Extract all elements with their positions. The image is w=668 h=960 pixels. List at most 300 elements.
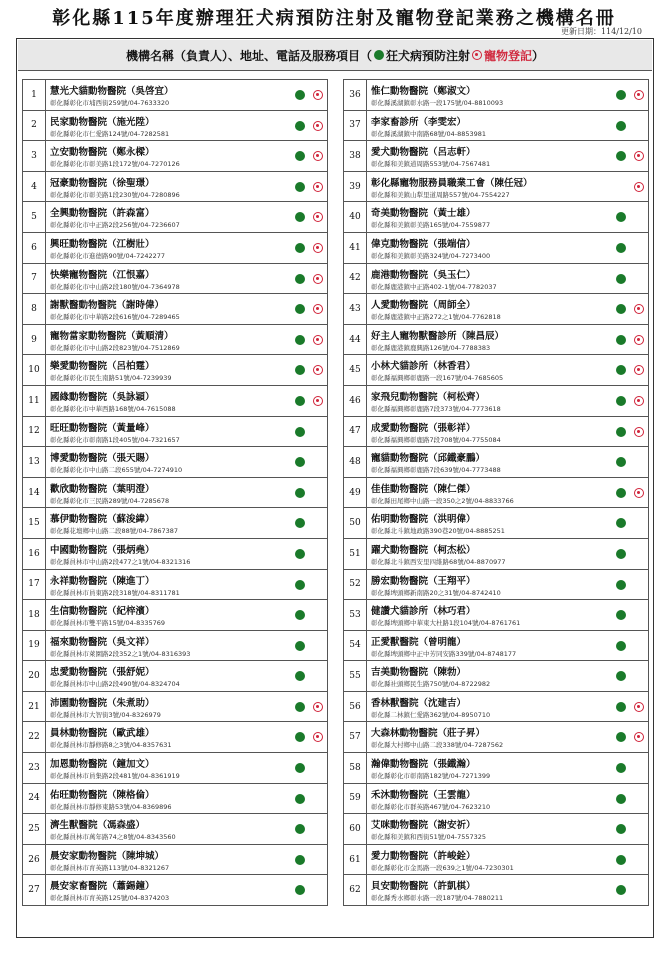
header-label-rabies: 狂犬病預防注射 [385, 48, 470, 63]
clinic-address-phone: 彰化縣溪湖鎮中南路68號/04-8853981 [371, 129, 487, 138]
table-row [22, 385, 328, 417]
table-row [22, 783, 328, 815]
service-icons [295, 884, 323, 896]
clinic-name: 謝獸醫動物醫院（謝時偉） [50, 300, 165, 312]
service-icons [295, 181, 323, 193]
clinic-name: 沛園動物醫院（朱煮助） [50, 697, 155, 709]
rabies-vaccination-icon [616, 549, 626, 559]
clinic-name: 歡欣動物醫院（葉明澄） [50, 483, 155, 495]
table-row [22, 569, 328, 601]
service-icons [616, 334, 644, 346]
service-icons [616, 211, 644, 223]
row-number: 10 [23, 355, 46, 385]
table-row [22, 110, 328, 142]
rabies-vaccination-icon [295, 885, 305, 895]
clinic-name: 彰化縣寵物服務員職業工會（陳任冠） [371, 177, 533, 189]
clinic-address-phone: 彰化縣埤頭鄉中正中芳同安路339號/04-8748177 [371, 649, 517, 658]
table-row [22, 79, 328, 111]
clinic-address-phone: 彰化縣員林市育英路113號/04-8321267 [50, 863, 170, 872]
service-icons [295, 120, 323, 132]
row-number: 15 [23, 508, 46, 538]
clinic-name: 愛犬動物醫院（呂志軒） [371, 147, 476, 159]
row-number: 26 [23, 845, 46, 875]
table-row [343, 385, 649, 417]
service-icons [616, 456, 644, 468]
table-row [22, 354, 328, 386]
table-row [22, 263, 328, 295]
pet-registration-icon [634, 151, 644, 161]
table-row [343, 507, 649, 539]
clinic-address-phone: 彰化縣彰化市埔西街259號/04-7633320 [50, 99, 170, 107]
rabies-vaccination-icon [295, 610, 305, 620]
service-icons [295, 670, 323, 682]
pet-registration-icon [313, 212, 323, 222]
rabies-vaccination-icon [295, 549, 305, 559]
row-number: 43 [344, 294, 367, 324]
service-icons [616, 120, 644, 132]
rabies-vaccination-icon [295, 243, 305, 253]
rabies-vaccination-icon [295, 335, 305, 345]
clinic-address-phone: 彰化縣彰化市三民路289號/04-7285678 [50, 496, 170, 505]
table-row [22, 477, 328, 509]
rabies-vaccination-icon [616, 732, 626, 742]
pet-registration-icon [634, 365, 644, 375]
row-number: 9 [23, 325, 46, 355]
table-row [22, 293, 328, 325]
row-number: 6 [23, 233, 46, 263]
rabies-vaccination-icon [616, 365, 626, 375]
service-icons [295, 762, 323, 774]
service-icons [616, 854, 644, 866]
clinic-address-phone: 彰化縣員林市靜修東路53號/04-8369896 [50, 802, 172, 811]
service-icons [295, 242, 323, 254]
row-number: 20 [23, 661, 46, 691]
clinic-address-phone: 彰化縣員林市中山路2段477之1號/04-8321316 [50, 557, 191, 566]
service-icons [616, 731, 644, 743]
clinic-name: 佳佳動物醫院（陳仁傑） [371, 483, 476, 495]
row-number: 54 [344, 631, 367, 661]
table-row [343, 691, 649, 723]
table-row [22, 844, 328, 876]
row-number: 52 [344, 570, 367, 600]
clinic-address-phone: 彰化縣秀水鄉彰水路一段187號/04-7880211 [371, 894, 504, 903]
row-number: 13 [23, 447, 46, 477]
service-icons [295, 640, 323, 652]
service-icons [616, 609, 644, 621]
clinic-name: 快樂寵物醫院（江恨嘉） [50, 269, 155, 281]
row-number: 11 [23, 386, 46, 416]
clinic-address-phone: 彰化縣員林市萊園路2段352之1號/04-8316393 [50, 649, 191, 658]
rabies-vaccination-icon [616, 457, 626, 467]
clinic-address-phone: 彰化縣和美鎮山犁里道周路557號/04-7554227 [371, 190, 510, 199]
row-number: 38 [344, 141, 367, 171]
service-icons [295, 303, 323, 315]
service-icons [295, 487, 323, 499]
clinic-address-phone: 彰化縣員林市員集路2段481號/04-8361919 [50, 772, 180, 781]
table-row [343, 783, 649, 815]
clinic-address-phone: 彰化縣福興鄉彰鹿路7段708號/04-7755084 [371, 435, 501, 444]
service-icons [295, 548, 323, 560]
table-row [22, 201, 328, 233]
row-number: 16 [23, 539, 46, 569]
pet-registration-icon [634, 488, 644, 498]
row-number: 4 [23, 172, 46, 202]
right-column [343, 79, 649, 905]
table-row [343, 538, 649, 570]
rabies-vaccination-icon [616, 824, 626, 834]
service-icons [295, 273, 323, 285]
rabies-vaccination-icon [616, 304, 626, 314]
row-number: 12 [23, 417, 46, 447]
clinic-name: 大森林動物醫院（莊子昇） [371, 728, 486, 740]
pet-registration-icon [313, 151, 323, 161]
row-number: 60 [344, 814, 367, 844]
table-row [343, 416, 649, 448]
rabies-vaccination-icon [616, 274, 626, 284]
table-row [343, 354, 649, 386]
row-number: 25 [23, 814, 46, 844]
service-icons [616, 487, 644, 499]
clinic-name: 躍犬動物醫院（柯杰松） [371, 544, 476, 556]
row-number: 48 [344, 447, 367, 477]
row-number: 42 [344, 264, 367, 294]
rabies-vaccination-icon [295, 182, 305, 192]
row-number: 27 [23, 875, 46, 905]
clinic-name: 健讚犬貓診所（林巧君） [371, 606, 476, 618]
table-row [22, 691, 328, 723]
clinic-name: 勝宏動物醫院（王翔平） [371, 575, 476, 587]
clinic-name: 興旺動物醫院（江樹壯） [50, 238, 155, 250]
service-icons [616, 303, 644, 315]
row-number: 45 [344, 355, 367, 385]
pet-registration-icon [634, 182, 644, 192]
clinic-name: 加恩動物醫院（鐘加文） [50, 759, 155, 771]
clinic-address-phone: 彰化縣福興鄉彰鹿路一段167號/04-7685605 [371, 374, 504, 383]
row-number: 24 [23, 784, 46, 814]
row-number: 58 [344, 753, 367, 783]
rabies-vaccination-icon [616, 396, 626, 406]
rabies-vaccination-icon [616, 671, 626, 681]
row-number: 2 [23, 111, 46, 141]
clinic-address-phone: 彰化縣社頭鄉民生路750號/04-8722982 [371, 680, 491, 689]
service-icons [616, 181, 644, 193]
pet-registration-icon [634, 304, 644, 314]
clinic-address-phone: 彰化縣彰化市彰美路1段172號/04-7270126 [50, 160, 180, 169]
service-icons [295, 731, 323, 743]
table-row [343, 569, 649, 601]
clinic-name: 貝安動物醫院（許凱棋） [371, 881, 476, 893]
rabies-vaccination-icon [616, 610, 626, 620]
clinic-name: 全興動物醫院（許森富） [50, 208, 155, 220]
clinic-name: 偉克動物醫院（張端信） [371, 238, 476, 250]
row-number: 36 [344, 80, 367, 110]
clinic-address-phone: 彰化縣福興鄉彰鹿路7段373號/04-7773618 [371, 404, 501, 413]
table-row [343, 599, 649, 631]
row-number: 7 [23, 264, 46, 294]
row-number: 22 [23, 722, 46, 752]
row-number: 21 [23, 692, 46, 722]
clinic-name: 家飛兒動物醫院（柯松齊） [371, 391, 486, 403]
clinic-name: 福來動物醫院（吳文祥） [50, 636, 155, 648]
rabies-vaccination-icon [616, 151, 626, 161]
clinic-address-phone: 彰化縣員林市中山路2段490號/04-8324704 [50, 680, 180, 689]
service-icons [295, 517, 323, 529]
pet-registration-icon [313, 182, 323, 192]
registry-table [16, 38, 654, 938]
row-number: 51 [344, 539, 367, 569]
row-number: 14 [23, 478, 46, 508]
service-icons [616, 579, 644, 591]
table-row [22, 813, 328, 845]
rabies-vaccination-icon [616, 794, 626, 804]
table-row [22, 538, 328, 570]
row-number: 3 [23, 141, 46, 171]
row-number: 55 [344, 661, 367, 691]
clinic-name: 艾咪動物醫院（謝安祈） [371, 820, 476, 832]
table-row [22, 660, 328, 692]
service-icons [295, 334, 323, 346]
clinic-address-phone: 彰化縣和美鎮彰美路324號/04-7273400 [371, 251, 491, 260]
rabies-vaccination-icon [295, 457, 305, 467]
rabies-vaccination-icon [295, 641, 305, 651]
table-row [343, 140, 649, 172]
clinic-address-phone: 彰化縣鹿港鎮鹿興路126號/04-7788383 [371, 343, 491, 352]
table-row [343, 324, 649, 356]
clinic-address-phone: 彰化縣彰化市民生南路51號/04-7239939 [50, 374, 172, 383]
rabies-vaccination-icon [616, 885, 626, 895]
clinic-address-phone: 彰化縣彰化市金馬路一段639之1號/04-7230301 [371, 863, 514, 872]
service-icons [295, 150, 323, 162]
service-icons [295, 456, 323, 468]
table-row [343, 110, 649, 142]
table-row [343, 813, 649, 845]
rabies-vaccination-icon [295, 763, 305, 773]
pet-registration-icon [313, 90, 323, 100]
table-row [22, 171, 328, 203]
rabies-vaccination-icon [616, 427, 626, 437]
table-row [343, 874, 649, 906]
rabies-vaccination-icon [295, 427, 305, 437]
rabies-vaccination-icon [295, 794, 305, 804]
service-icons [295, 395, 323, 407]
pet-registration-icon [313, 396, 323, 406]
service-icons [616, 89, 644, 101]
clinic-name: 佑明動物醫院（洪明偉） [371, 514, 476, 526]
service-icons [616, 395, 644, 407]
service-icons [616, 670, 644, 682]
rabies-vaccination-icon [616, 488, 626, 498]
clinic-address-phone: 彰化縣員林市大智街3號/04-8326979 [50, 710, 161, 719]
pet-registration-icon [313, 243, 323, 253]
clinic-name: 員林動物醫院（歐武雄） [50, 728, 155, 740]
table-row [343, 263, 649, 295]
clinic-address-phone: 彰化縣福興鄉彰鹿路7段639號/04-7773488 [371, 466, 501, 475]
clinic-name: 永祥動物醫院（陳進丁） [50, 575, 155, 587]
clinic-address-phone: 彰化縣彰化市中華路2段616號/04-7289465 [50, 313, 180, 322]
rabies-vaccination-icon [616, 763, 626, 773]
clinic-name: 吉美動物醫院（陳勃） [371, 667, 467, 679]
service-icons [616, 640, 644, 652]
clinic-name: 濟生獸醫院（馮森盛） [50, 820, 146, 832]
table-row [22, 324, 328, 356]
left-column [22, 79, 328, 905]
clinic-name: 愛力動物醫院（許峻銓） [371, 850, 476, 862]
row-number: 49 [344, 478, 367, 508]
rabies-vaccination-icon [295, 671, 305, 681]
clinic-address-phone: 彰化縣埤頭鄉新南路20之31號/04-8742410 [371, 588, 501, 597]
service-icons [616, 701, 644, 713]
row-number: 50 [344, 508, 367, 538]
clinic-name: 好主人寵物獸醫診所（陳昌辰） [371, 330, 505, 342]
service-icons [295, 823, 323, 835]
clinic-name: 民家動物醫院（施光陞） [50, 116, 155, 128]
pet-registration-icon [634, 732, 644, 742]
pet-registration-icon [313, 335, 323, 345]
rabies-vaccination-icon [616, 121, 626, 131]
service-icons [616, 273, 644, 285]
service-icons [295, 854, 323, 866]
page-title: 彰化縣115年度辦理狂犬病預防注射及寵物登記業務之機構名冊 [52, 8, 616, 29]
table-row [22, 721, 328, 753]
service-icons [295, 211, 323, 223]
pet-registration-icon [634, 396, 644, 406]
row-number: 39 [344, 172, 367, 202]
clinic-address-phone: 彰化縣和美鎮道周路553號/04-7567481 [371, 160, 491, 169]
clinic-name: 忠愛動物醫院（張舒妮） [50, 667, 155, 679]
clinic-address-phone: 彰化縣員林市育英路125號/04-8374203 [50, 894, 170, 903]
pet-registration-icon [634, 427, 644, 437]
clinic-address-phone: 彰化縣北斗鎮地政路390巷20號/04-8885251 [371, 527, 505, 536]
table-row [22, 416, 328, 448]
table-row [22, 232, 328, 264]
rabies-vaccination-icon [616, 212, 626, 222]
row-number: 59 [344, 784, 367, 814]
clinic-address-phone: 彰化縣彰化市中山路2段180號/04-7364978 [50, 282, 180, 291]
pet-registration-icon [634, 702, 644, 712]
table-row [343, 844, 649, 876]
clinic-address-phone: 彰化縣溪湖鎮彰水路一段175號/04-8810093 [371, 99, 504, 107]
table-row [22, 630, 328, 662]
clinic-address-phone: 彰化縣北斗鎮西安里四維路68號/04-8870977 [371, 557, 506, 566]
clinic-name: 奇美動物醫院（黃士雄） [371, 208, 476, 220]
row-number: 46 [344, 386, 367, 416]
table-row [343, 79, 649, 111]
table-row [343, 721, 649, 753]
row-number: 18 [23, 600, 46, 630]
clinic-name: 樂愛動物醫院（呂柏霆） [50, 361, 155, 373]
pet-registration-icon [634, 90, 644, 100]
clinic-address-phone: 彰化縣埤頭鄉中華東大杜路1段104號/04-8761761 [371, 619, 521, 628]
rabies-vaccination-icon [295, 121, 305, 131]
rabies-vaccination-icon [295, 274, 305, 284]
table-header [18, 40, 652, 71]
table-row [343, 660, 649, 692]
row-number: 57 [344, 722, 367, 752]
clinic-address-phone: 彰化縣田尾鄉中山路一段350之2號/04-8833766 [371, 496, 514, 505]
service-icons [616, 762, 644, 774]
service-icons [295, 89, 323, 101]
rabies-vaccination-icon [295, 90, 305, 100]
row-number: 62 [344, 875, 367, 905]
clinic-name: 博愛動物醫院（張天賜） [50, 453, 155, 465]
clinic-name: 立安動物醫院（鄭永樑） [50, 147, 155, 159]
pet-registration-icon [313, 121, 323, 131]
table-row [343, 293, 649, 325]
table-row [343, 477, 649, 509]
pet-registration-icon [634, 335, 644, 345]
rabies-vaccination-icon [616, 90, 626, 100]
row-number: 23 [23, 753, 46, 783]
table-row [22, 507, 328, 539]
clinic-name: 小林犬貓診所（林香君） [371, 361, 476, 373]
clinic-address-phone: 彰化縣彰化市彰南路1段405號/04-7321657 [50, 435, 180, 444]
service-icons [616, 517, 644, 529]
service-icons [295, 579, 323, 591]
table-row [22, 752, 328, 784]
rabies-vaccination-icon [295, 212, 305, 222]
row-number: 5 [23, 202, 46, 232]
service-icons [616, 364, 644, 376]
rabies-vaccination-icon [616, 855, 626, 865]
clinic-address-phone: 彰化縣彰化市仁愛路124號/04-7282581 [50, 129, 170, 138]
clinic-name: 國緣動物醫院（吳詠穎） [50, 391, 155, 403]
service-icons [616, 150, 644, 162]
clinic-address-phone: 彰化縣員林市靜修路8之3號/04-8357631 [50, 741, 172, 750]
clinic-address-phone: 彰化縣鹿港鎮中正路272之1號/04-7762818 [371, 313, 501, 322]
clinic-name: 慧光犬貓動物醫院（吳啓宜） [50, 86, 174, 97]
pet-legend-icon [472, 50, 482, 60]
row-number: 41 [344, 233, 367, 263]
clinic-address-phone: 彰化縣彰化市彰美路1段230號/04-7280896 [50, 190, 180, 199]
row-number: 44 [344, 325, 367, 355]
rabies-vaccination-icon [616, 518, 626, 528]
clinic-name: 中國動物醫院（張炳堯） [50, 544, 155, 556]
header-label-pet: 寵物登記 [484, 48, 533, 63]
clinic-name: 瀚偉動物醫院（張鐵瀚） [371, 759, 476, 771]
table-row [343, 752, 649, 784]
rabies-vaccination-icon [616, 243, 626, 253]
rabies-vaccination-icon [295, 732, 305, 742]
service-icons [295, 701, 323, 713]
table-row [343, 201, 649, 233]
update-date: 更新日期：114/12/10 [560, 27, 642, 36]
row-number: 40 [344, 202, 367, 232]
rabies-vaccination-icon [295, 580, 305, 590]
rabies-vaccination-icon [295, 824, 305, 834]
clinic-address-phone: 彰化縣二林鎮仁愛路362號/04-8950710 [371, 710, 491, 719]
row-number: 47 [344, 417, 367, 447]
table-row [343, 446, 649, 478]
pet-registration-icon [313, 732, 323, 742]
clinic-address-phone: 彰化縣彰化市彰南路182號/04-7271399 [371, 772, 491, 781]
clinic-address-phone: 彰化縣彰化市中正路2段256號/04-7236607 [50, 221, 180, 230]
service-icons [295, 364, 323, 376]
clinic-name: 晨安家畜醫院（蕭錫鐘） [50, 881, 155, 893]
header-label-post: ） [532, 48, 545, 63]
rabies-vaccination-icon [295, 396, 305, 406]
clinic-address-phone: 彰化縣彰化市群英路467號/04-7623210 [371, 802, 491, 811]
clinic-name: 香林獸醫院（沈建吉） [371, 697, 467, 709]
service-icons [616, 242, 644, 254]
rabies-legend-icon [374, 50, 384, 60]
clinic-name: 慕伊動物醫院（蘇浚緯） [50, 514, 155, 526]
clinic-address-phone: 彰化縣員林市萬年路74之8號/04-8343560 [50, 833, 176, 842]
row-number: 37 [344, 111, 367, 141]
clinic-address-phone: 彰化縣花壇鄉中山路二段88號/04-7867387 [50, 527, 179, 536]
clinic-address-phone: 彰化縣和美鎮和西街51號/04-7557325 [371, 833, 487, 842]
rabies-vaccination-icon [295, 304, 305, 314]
rabies-vaccination-icon [616, 641, 626, 651]
